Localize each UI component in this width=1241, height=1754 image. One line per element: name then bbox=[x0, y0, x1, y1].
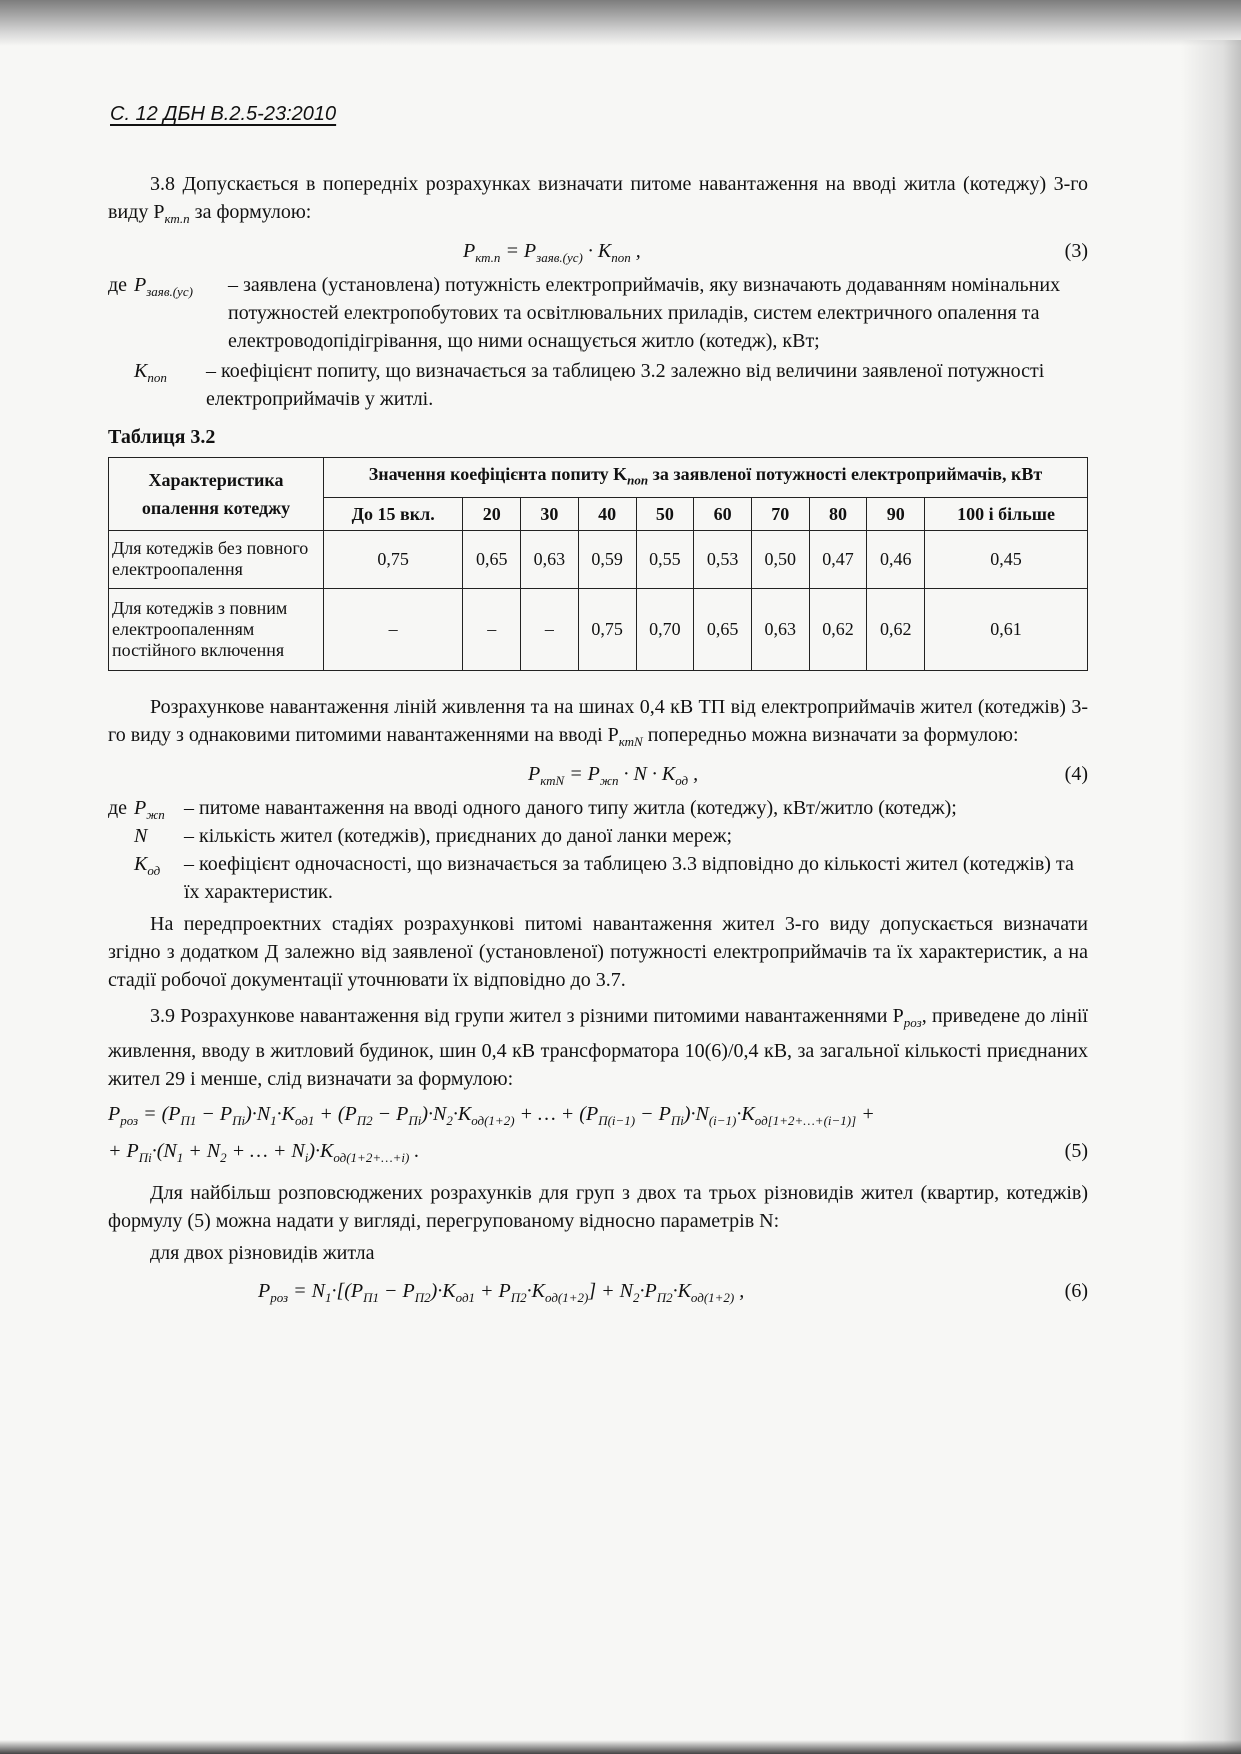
formula-6-number: (6) bbox=[1064, 1279, 1088, 1302]
table-cell: 0,62 bbox=[809, 588, 867, 670]
table-row-label: Для котеджів без повного електроопалення bbox=[109, 530, 324, 588]
table-col-header: До 15 вкл. bbox=[324, 497, 463, 530]
table-cell: 0,45 bbox=[925, 530, 1088, 588]
table-cell: 0,61 bbox=[925, 588, 1088, 670]
table-cell: 0,46 bbox=[867, 530, 925, 588]
table-col-header: 100 і більше bbox=[925, 497, 1088, 530]
formula-5 bbox=[108, 1099, 1088, 1173]
where-item: де $P_{жп}$ – питоме навантаження на вводі одного даного типу житла (котеджу), кВт/житло (котедж); bbox=[108, 796, 957, 822]
paragraph-groups: Для найбільш розповсюджених розрахунків для груп з двох та трьох різновидів жител (квартир, котеджів) формулу (5) можна надати у вигляді, перегрупованому відносно параметрів N: bbox=[108, 1181, 1088, 1232]
where-item: $K_{поп}$ – коефіцієнт попиту, що визначається за таблицею 3.2 залежно від величини заявленої потужності електроприймачів у житлі. bbox=[134, 360, 1045, 410]
table-row bbox=[109, 588, 1088, 670]
table-row bbox=[109, 530, 1088, 588]
table-cell: 0,65 bbox=[463, 530, 521, 588]
table-col-header: 70 bbox=[751, 497, 809, 530]
table-cell: 0,62 bbox=[867, 588, 925, 670]
formula-3: $P_{кт.п} = P_{заяв.(ус)} \cdot K_{поп}$ , (3) bbox=[108, 233, 1088, 269]
where-item: N – кількість жител (котеджів), приєднаних до даної ланки мереж; bbox=[134, 824, 733, 847]
page-header: С. 12 ДБН В.2.5-23:2010 bbox=[110, 103, 337, 125]
table-cell: 0,75 bbox=[324, 530, 463, 588]
table-header-group: Значення коефіцієнта попиту $K_{поп}$ за заявленої потужності електроприймачів, кВт bbox=[324, 458, 1088, 498]
table-cell: 0,63 bbox=[751, 588, 809, 670]
table-row-label: Для котеджів з повним електроопаленням постійного включення bbox=[109, 588, 324, 670]
section-3-9: 3.9 Розрахункове навантаження від групи жител з різними питомими навантаженнями $P_{роз}$, приведене до лінії живлення, вводу в житловий будинок, шин 0,4 кВ трансформатора 10(6)/0,4 кВ, за загальної кількості приєднаних жител 29 і менше, слід визначати за формулою: bbox=[108, 1004, 1088, 1090]
table-cell: 0,47 bbox=[809, 530, 867, 588]
formula-4-number: (4) bbox=[1064, 762, 1088, 785]
coefficient-table bbox=[108, 457, 1088, 671]
table-cell: 0,75 bbox=[578, 588, 636, 670]
table-cell: 0,63 bbox=[521, 530, 579, 588]
table-title: Таблиця 3.2 bbox=[108, 426, 216, 448]
paragraph-load-lines: Розрахункове навантаження ліній живлення та на шинах 0,4 кВ ТП від електроприймачів жител (котеджів) 3-го виду з однаковими питомими навантаженнями на вводі $P_{ктN}$ попередньо можна визначати за формулою: bbox=[108, 695, 1088, 749]
table-header-heating: Характеристика опалення котеджу bbox=[109, 458, 324, 531]
table-col-header: 30 bbox=[521, 497, 579, 530]
table-cell: 0,50 bbox=[751, 530, 809, 588]
formula-5-line-2: + $P_{Пi}\cdot(N_1 + N_2$ + … + $N_i)\cdot K_{од(1+2+\dots+i)}$ . (5) bbox=[108, 1136, 1088, 1173]
table-cell: 0,59 bbox=[578, 530, 636, 588]
section-3-8: 3.8 Допускається в попередніх розрахунках визначати питоме навантаження на вводі житла (котеджу) 3-го виду $P_{кт.п}$ за формулою: bbox=[108, 173, 1088, 226]
scan-edge-bottom bbox=[0, 1740, 1241, 1754]
document-page bbox=[108, 100, 1088, 1309]
formula-5-number: (5) bbox=[1064, 1139, 1088, 1162]
paragraph-two-types: для двох різновидів житла bbox=[150, 1241, 375, 1264]
where-list-1 bbox=[108, 271, 1088, 413]
table-cell: – bbox=[521, 588, 579, 670]
table-cell: – bbox=[463, 588, 521, 670]
paragraph-preproject: На передпроектних стадіях розрахункові питомі навантаження жител 3-го виду допускається визначати згідно з додатком Д залежно від заявленої (установленої) потужності електроприймачів та їх характеристик, а на стадії робочої документації уточнювати їх відповідно до 3.7. bbox=[108, 912, 1088, 991]
table-col-header: 40 bbox=[578, 497, 636, 530]
table-col-header: 80 bbox=[809, 497, 867, 530]
where-item: де $P_{заяв.(ус)}$ – заявлена (установлена) потужність електроприймачів, яку визначають додаванням номінальних потужностей електропобутових та освітлювальних приладів, систем електричного опалення та електроводопідігрівання, що ними оснащується житло (котедж), кВт; bbox=[108, 274, 1061, 352]
table-cell: – bbox=[324, 588, 463, 670]
where-item: $K_{од}$ – коефіцієнт одночасності, що визначається за таблицею 3.3 відповідно до кількості жител (котеджів) та їх характеристик. bbox=[134, 852, 1074, 903]
scan-edge-right bbox=[1181, 40, 1241, 1754]
formula-5-line-1: $P_{роз} = (P_{П1} - P_{Пi})\cdot N_1\cdot K_{од1} + (P_{П2} - P_{Пi})\cdot N_2\cdot K_{од(1+2)}$ + … + $(P_{П(i-1)} - P_{Пi})\cdot N_{(i-1)}\cdot K_{од[1+2+\dots+(i-1)]}$ + bbox=[108, 1102, 875, 1128]
formula-4: $P_{ктN} = P_{жп} \cdot N \cdot K_{од}$ , (4) bbox=[108, 756, 1088, 792]
table-col-header: 50 bbox=[636, 497, 694, 530]
table-cell: 0,55 bbox=[636, 530, 694, 588]
formula-3-number: (3) bbox=[1064, 240, 1088, 262]
table-col-header: 20 bbox=[463, 497, 521, 530]
table-cell: 0,65 bbox=[694, 588, 752, 670]
table-col-header: 90 bbox=[867, 497, 925, 530]
formula-6: $P_{роз} = N_1\cdot[(P_{П1} - P_{П2})\cdot K_{од1} + P_{П2}\cdot K_{од(1+2)}] + N_2\cdot P_{П2}\cdot K_{од(1+2)}$ , (6) bbox=[108, 1273, 1088, 1309]
table-cell: 0,53 bbox=[694, 530, 752, 588]
table-cell: 0,70 bbox=[636, 588, 694, 670]
scan-edge-top bbox=[0, 0, 1241, 46]
where-list-2 bbox=[108, 794, 1088, 906]
table-col-header: 60 bbox=[694, 497, 752, 530]
